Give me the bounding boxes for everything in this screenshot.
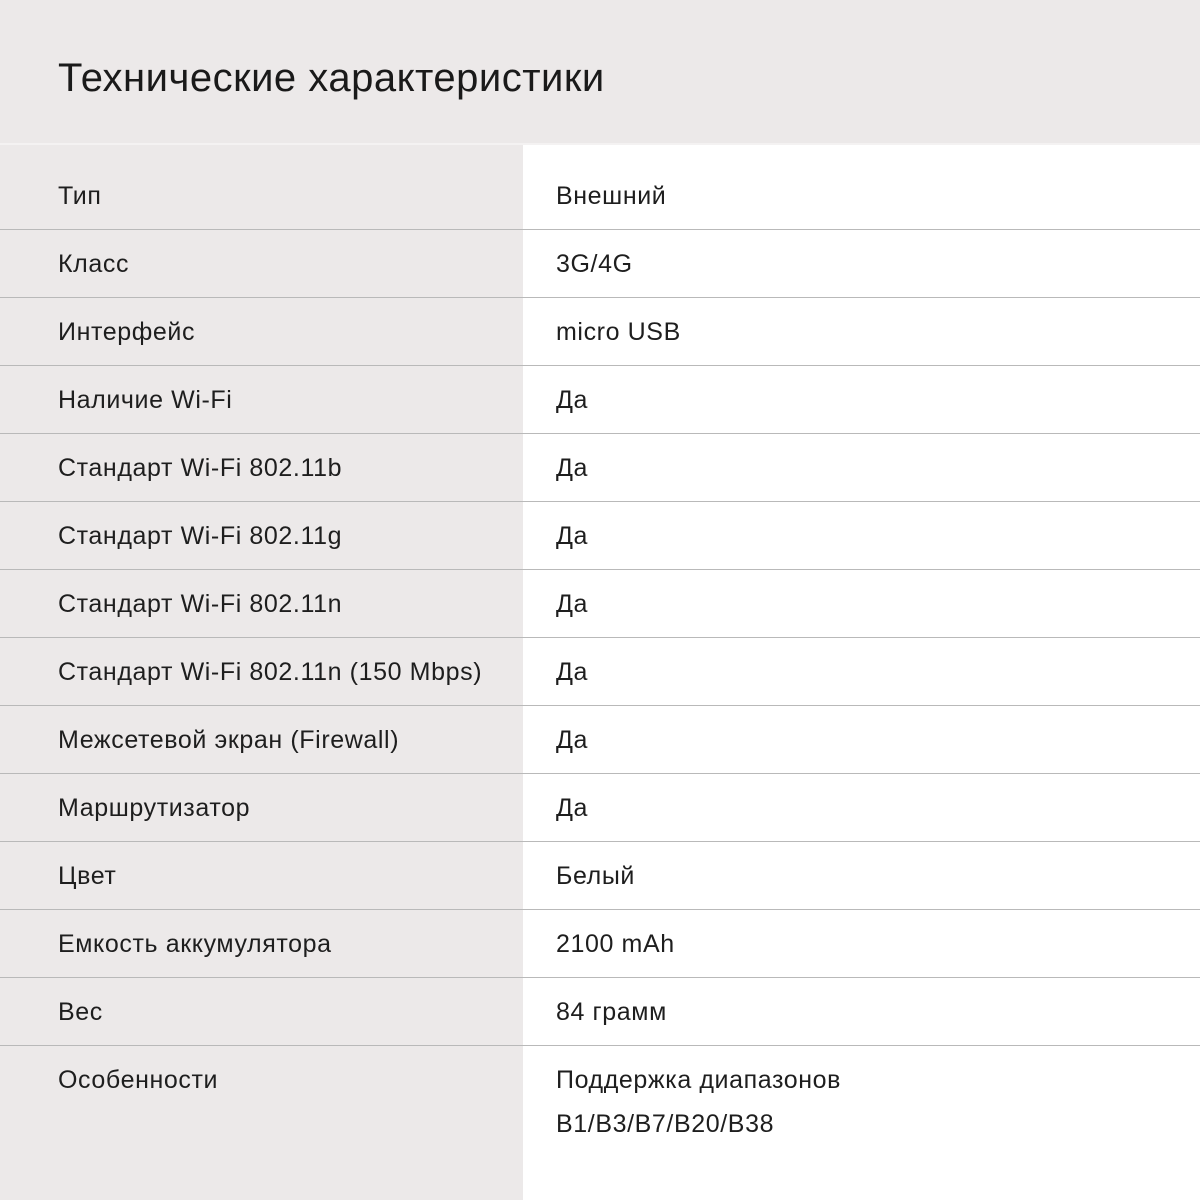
spec-label: Вес [58, 998, 103, 1026]
spec-value: Да [556, 658, 589, 686]
spec-value: 3G/4G [556, 250, 633, 278]
spec-label: Стандарт Wi-Fi 802.11n [58, 590, 343, 618]
page-title: Технические характеристики [58, 56, 605, 100]
spec-row-wifi-n-150 [0, 638, 1200, 706]
spec-label: Тип [58, 182, 102, 210]
spec-label: Цвет [58, 862, 117, 890]
spec-label: Маршрутизатор [58, 794, 251, 822]
spec-label: Наличие Wi-Fi [58, 386, 233, 414]
spec-row-wifi-n [0, 570, 1200, 638]
spec-row-type [0, 162, 1200, 230]
spec-label: Интерфейс [58, 318, 196, 346]
spec-value: Белый [556, 862, 636, 890]
spec-row-interface [0, 298, 1200, 366]
spec-value: Поддержка диапазонов B1/B3/B7/B20/B38 [556, 1066, 842, 1138]
spec-value: Да [556, 590, 589, 618]
spec-value: 84 грамм [556, 998, 667, 1026]
spec-value: Внешний [556, 182, 667, 210]
spec-row-wifi-g [0, 502, 1200, 570]
specs-table [0, 145, 1200, 1200]
spec-value: Да [556, 522, 589, 550]
spec-row-firewall [0, 706, 1200, 774]
specs-rows [0, 162, 1200, 1186]
spec-row-router [0, 774, 1200, 842]
spec-label: Стандарт Wi-Fi 802.11b [58, 454, 343, 482]
spec-value: Да [556, 794, 589, 822]
spec-value: Да [556, 726, 589, 754]
spec-label: Класс [58, 250, 130, 278]
spec-value: micro USB [556, 318, 681, 346]
spec-row-wifi [0, 366, 1200, 434]
spec-label: Емкость аккумулятора [58, 930, 332, 958]
spec-value: 2100 mAh [556, 930, 675, 958]
spec-value: Да [556, 386, 589, 414]
spec-value: Да [556, 454, 589, 482]
spec-label: Стандарт Wi-Fi 802.11g [58, 522, 343, 550]
spec-row-class [0, 230, 1200, 298]
spec-row-weight [0, 978, 1200, 1046]
spec-row-battery [0, 910, 1200, 978]
spec-row-wifi-b [0, 434, 1200, 502]
spec-row-features [0, 1046, 1200, 1186]
spec-label: Стандарт Wi-Fi 802.11n (150 Mbps) [58, 658, 483, 686]
spec-label: Межсетевой экран (Firewall) [58, 726, 400, 754]
spec-label: Особенности [58, 1066, 219, 1094]
spec-row-color [0, 842, 1200, 910]
page-header [0, 0, 1200, 143]
